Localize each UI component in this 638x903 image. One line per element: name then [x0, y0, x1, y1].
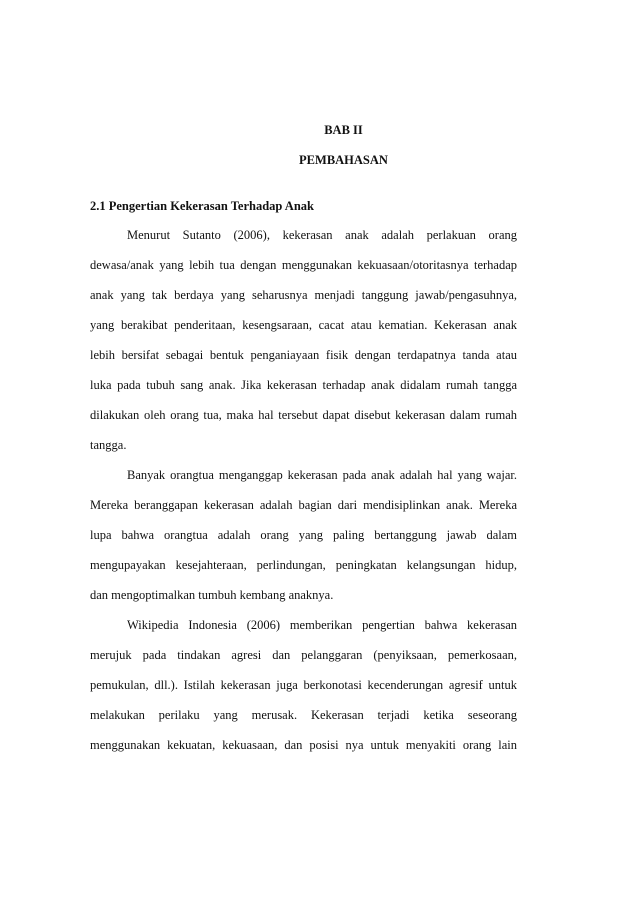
- paragraph-line: dilakukan oleh orang tua, maka hal tersebut dapat disebut kekerasan dalam rumah: [90, 408, 517, 422]
- chapter-number: BAB II: [324, 123, 363, 137]
- paragraph-line: lupa bahwa orangtua adalah orang yang paling bertanggung jawab dalam: [90, 528, 517, 542]
- paragraph-line: dan mengoptimalkan tumbuh kembang anaknya.: [90, 588, 334, 602]
- paragraph-line: Wikipedia Indonesia (2006) memberikan pengertian bahwa kekerasan: [127, 618, 517, 632]
- paragraph-line: merujuk pada tindakan agresi dan pelanggaran (penyiksaan, pemerkosaan,: [90, 648, 517, 662]
- paragraph-line: Menurut Sutanto (2006), kekerasan anak adalah perlakuan orang: [127, 228, 517, 242]
- paragraph-line: tangga.: [90, 438, 127, 452]
- paragraph-line: mengupayakan kesejahteraan, perlindungan, peningkatan kelangsungan hidup,: [90, 558, 517, 572]
- paragraph-line: menggunakan kekuatan, kekuasaan, dan posisi nya untuk menyakiti orang lain: [90, 738, 517, 752]
- section-heading: 2.1 Pengertian Kekerasan Terhadap Anak: [90, 199, 314, 213]
- paragraph-line: Banyak orangtua menganggap kekerasan pada anak adalah hal yang wajar.: [127, 468, 517, 482]
- paragraph-line: lebih bersifat sebagai bentuk penganiayaan fisik dengan terdapatnya tanda atau: [90, 348, 517, 362]
- chapter-title: PEMBAHASAN: [299, 153, 388, 167]
- paragraph-line: dewasa/anak yang lebih tua dengan menggunakan kekuasaan/otoritasnya terhadap: [90, 258, 517, 272]
- paragraph-line: anak yang tak berdaya yang seharusnya menjadi tanggung jawab/pengasuhnya,: [90, 288, 517, 302]
- paragraph-line: pemukulan, dll.). Istilah kekerasan juga berkonotasi kecenderungan agresif untuk: [90, 678, 517, 692]
- paragraph-line: melakukan perilaku yang merusak. Kekerasan terjadi ketika seseorang: [90, 708, 517, 722]
- paragraph-line: luka pada tubuh sang anak. Jika kekerasan terhadap anak didalam rumah tangga: [90, 378, 517, 392]
- paragraph-line: yang berakibat penderitaan, kesengsaraan, cacat atau kematian. Kekerasan anak: [90, 318, 517, 332]
- paragraph-line: Mereka beranggapan kekerasan adalah bagian dari mendisiplinkan anak. Mereka: [90, 498, 517, 512]
